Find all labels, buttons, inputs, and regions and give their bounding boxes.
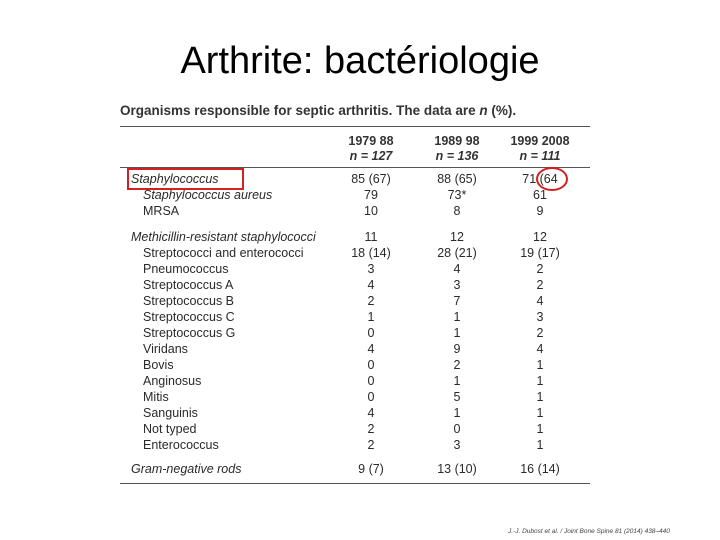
row-value: 4 (367, 406, 375, 420)
row-value: 73* (447, 188, 467, 202)
row-value: 9 (453, 342, 461, 356)
table-row (120, 437, 590, 453)
row-label: Viridans (143, 342, 188, 356)
row-value: 61 (533, 188, 547, 202)
row-value: 4 (536, 294, 544, 308)
row-label: Streptococci and enterococci (143, 246, 304, 260)
row-value: 2 (367, 294, 375, 308)
percentage-highlight-circle (536, 167, 568, 191)
row-value: 0 (367, 390, 375, 404)
row-value: 1 (536, 390, 544, 404)
row-value: 9 (7) (358, 462, 384, 476)
row-label: Streptococcus A (143, 278, 234, 292)
row-value: 4 (536, 342, 544, 356)
table-row (120, 389, 590, 405)
column-header-1989 (417, 134, 497, 164)
table-row (120, 421, 590, 437)
column-period: 1999 2008 (510, 134, 570, 148)
row-value: 28 (21) (437, 246, 477, 260)
table-row (120, 341, 590, 357)
table-row (120, 261, 590, 277)
row-value: 4 (453, 262, 461, 276)
row-value: 8 (453, 204, 461, 218)
row-value: 88 (65) (437, 172, 477, 186)
row-value: 0 (367, 374, 375, 388)
row-value: 12 (450, 230, 464, 244)
row-label: Pneumococcus (143, 262, 229, 276)
row-value: 79 (364, 188, 378, 202)
table-row (120, 309, 590, 325)
row-label: Bovis (143, 358, 174, 372)
column-header-1979 (331, 134, 411, 164)
caption-text: Organisms responsible for septic arthritis. The data are (120, 103, 480, 118)
row-value: 3 (536, 310, 544, 324)
row-label: Enterococcus (143, 438, 219, 452)
row-value: 1 (453, 326, 461, 340)
column-n: n = 111 (519, 149, 561, 163)
row-value: 16 (14) (520, 462, 560, 476)
organisms-table (120, 103, 590, 493)
row-value: 71 (64 (522, 172, 558, 186)
row-value: 1 (536, 358, 544, 372)
row-value: 3 (453, 278, 461, 292)
table-row (120, 245, 590, 261)
column-period: 1979 88 (348, 134, 394, 148)
row-label: MRSA (143, 204, 180, 218)
row-value: 1 (536, 438, 544, 452)
row-value: 1 (453, 374, 461, 388)
row-value: 11 (364, 230, 378, 244)
row-value: 19 (17) (520, 246, 560, 260)
table-top-rule (120, 126, 590, 127)
row-value: 2 (536, 262, 544, 276)
staphylococcus-highlight-box (127, 168, 244, 190)
row-value: 2 (536, 278, 544, 292)
column-header-1999 (500, 134, 580, 164)
row-label: Not typed (143, 422, 197, 436)
table-row (120, 229, 590, 245)
table-row (120, 293, 590, 309)
row-value: 0 (367, 326, 375, 340)
row-value: 9 (536, 204, 544, 218)
row-value: 3 (453, 438, 461, 452)
row-value: 1 (453, 406, 461, 420)
row-value: 12 (533, 230, 547, 244)
row-label: Streptococcus B (143, 294, 235, 308)
row-label: Gram-negative rods (131, 462, 242, 476)
row-value: 5 (453, 390, 461, 404)
row-label: Streptococcus C (143, 310, 235, 324)
row-value: 4 (367, 278, 375, 292)
row-value: 0 (367, 358, 375, 372)
source-citation: J.-J. Dubost et al. / Joint Bone Spine 81 (2014) 438–440 (508, 528, 670, 535)
row-value: 2 (536, 326, 544, 340)
table-caption (120, 103, 516, 118)
row-value: 10 (364, 204, 378, 218)
row-label: Staphylococcus aureus (143, 188, 273, 202)
row-value: 85 (67) (351, 172, 391, 186)
row-label: Staphylococcus (131, 172, 219, 186)
row-value: 4 (367, 342, 375, 356)
table-row (120, 357, 590, 373)
table-row (120, 203, 590, 219)
row-value: 7 (453, 294, 461, 308)
row-value: 13 (10) (437, 462, 477, 476)
row-value: 1 (453, 310, 461, 324)
row-label: Anginosus (143, 374, 202, 388)
table-row (120, 405, 590, 421)
row-label: Streptococcus G (143, 326, 236, 340)
table-row (120, 373, 590, 389)
column-n: n = 127 (349, 149, 393, 163)
row-label: Methicillin-resistant staphylococci (131, 230, 316, 244)
caption-suffix: (%). (487, 103, 517, 118)
table-row (120, 461, 590, 477)
table-row (120, 277, 590, 293)
row-value: 1 (536, 374, 544, 388)
table-bottom-rule (120, 483, 590, 484)
row-value: 2 (453, 358, 461, 372)
table-row (120, 325, 590, 341)
row-value: 18 (14) (351, 246, 391, 260)
row-value: 2 (367, 422, 375, 436)
column-period: 1989 98 (434, 134, 480, 148)
row-value: 1 (536, 406, 544, 420)
caption-n: n (479, 103, 488, 118)
row-value: 2 (367, 438, 375, 452)
slide-title: Arthrite: bactériologie (180, 40, 540, 82)
row-label: Sanguinis (143, 406, 198, 420)
row-value: 0 (453, 422, 461, 436)
row-value: 3 (367, 262, 375, 276)
row-value: 1 (536, 422, 544, 436)
row-value: 1 (367, 310, 375, 324)
column-n: n = 136 (435, 149, 479, 163)
row-label: Mitis (143, 390, 169, 404)
